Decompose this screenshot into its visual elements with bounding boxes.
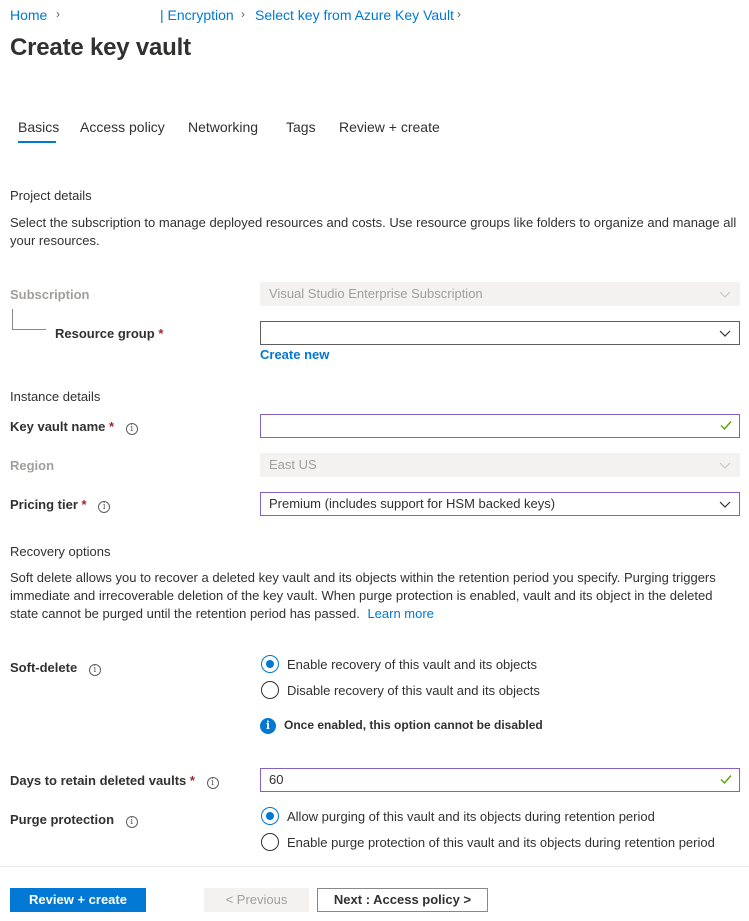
chevron-down-icon	[719, 459, 731, 471]
project-details-heading: Project details	[10, 188, 92, 203]
purge-enable-radio[interactable]	[261, 833, 279, 851]
footer-divider	[0, 866, 749, 867]
soft-delete-disable-radio[interactable]	[261, 681, 279, 699]
create-new-link[interactable]: Create new	[260, 347, 330, 362]
days-retain-value: 60	[269, 772, 284, 787]
resource-group-select[interactable]	[260, 321, 740, 345]
learn-more-link[interactable]: Learn more	[367, 606, 434, 621]
key-vault-name-label: Key vault name * i	[10, 419, 138, 435]
recovery-options-description: Soft delete allows you to recover a deleted key vault and its objects within the retention period you specify. Purging triggers immediate and irrecoverable deletion of the key vault. When purge protection is enabled, vault and its object in the deleted state cannot be purged until the retention period has passed. Learn more	[10, 570, 716, 621]
required-marker: *	[109, 419, 115, 434]
chevron-down-icon	[719, 288, 731, 300]
breadcrumb-encryption[interactable]: | Encryption	[160, 7, 234, 23]
tab-basics[interactable]: Basics	[18, 119, 60, 135]
checkmark-icon	[719, 418, 733, 432]
purge-protection-label: Purge protection i	[10, 812, 138, 828]
active-tab-indicator	[18, 141, 56, 143]
soft-delete-label: Soft-delete i	[10, 660, 101, 676]
info-icon[interactable]: i	[98, 501, 110, 513]
pricing-tier-select[interactable]	[260, 492, 740, 516]
tab-networking[interactable]: Networking	[188, 119, 259, 135]
subscription-select	[260, 282, 740, 306]
resource-group-label: Resource group *	[55, 326, 164, 341]
instance-details-heading: Instance details	[10, 389, 101, 404]
breadcrumb-home[interactable]: Home	[10, 7, 48, 23]
pricing-tier-label: Pricing tier * i	[10, 497, 110, 513]
review-create-button[interactable]: Review + create	[10, 888, 146, 912]
info-icon[interactable]: i	[207, 777, 219, 789]
info-icon[interactable]: i	[126, 816, 138, 828]
recovery-options-heading: Recovery options	[10, 544, 111, 559]
subscription-label: Subscription	[10, 287, 90, 302]
days-retain-input[interactable]	[260, 768, 740, 792]
info-icon[interactable]: i	[89, 664, 101, 676]
tab-review-create[interactable]: Review + create	[339, 119, 440, 135]
soft-delete-enable-radio[interactable]	[261, 655, 279, 673]
purge-allow-label[interactable]: Allow purging of this vault and its objects during retention period	[287, 809, 655, 824]
required-marker: *	[189, 773, 195, 788]
pricing-tier-value: Premium (includes support for HSM backed keys)	[269, 496, 556, 511]
chevron-down-icon	[719, 327, 731, 339]
next-access-policy-button[interactable]: Next : Access policy >	[317, 888, 488, 912]
days-retain-label: Days to retain deleted vaults * i	[10, 773, 219, 789]
soft-delete-notice: Once enabled, this option cannot be disabled	[284, 718, 543, 732]
tab-access-policy[interactable]: Access policy	[80, 119, 165, 135]
chevron-right-icon: ›	[56, 7, 60, 21]
purge-enable-label[interactable]: Enable purge protection of this vault and its objects during retention period	[287, 835, 715, 850]
checkmark-icon	[719, 772, 733, 786]
key-vault-name-input[interactable]	[260, 414, 740, 438]
info-filled-icon: i	[260, 718, 276, 734]
region-label: Region	[10, 458, 55, 473]
soft-delete-disable-label[interactable]: Disable recovery of this vault and its objects	[287, 683, 540, 698]
tab-tags[interactable]: Tags	[286, 119, 316, 135]
tree-connector	[12, 329, 46, 330]
required-marker: *	[158, 326, 164, 341]
breadcrumb-select-key[interactable]: Select key from Azure Key Vault	[255, 7, 454, 23]
page-title: Create key vault	[10, 34, 191, 61]
soft-delete-enable-label[interactable]: Enable recovery of this vault and its objects	[287, 657, 538, 672]
previous-button: < Previous	[204, 888, 309, 912]
region-value: East US	[269, 457, 317, 472]
chevron-down-icon	[719, 498, 731, 510]
project-details-description: Select the subscription to manage deployed resources and costs. Use resource groups like folders to organize and manage all your resources.	[10, 215, 737, 248]
region-select	[260, 453, 740, 477]
tree-connector	[12, 309, 13, 329]
subscription-value: Visual Studio Enterprise Subscription	[269, 286, 483, 301]
chevron-right-icon: ›	[457, 7, 461, 21]
required-marker: *	[81, 497, 87, 512]
info-icon[interactable]: i	[126, 423, 138, 435]
purge-allow-radio[interactable]	[261, 807, 279, 825]
chevron-right-icon: ›	[241, 7, 245, 21]
